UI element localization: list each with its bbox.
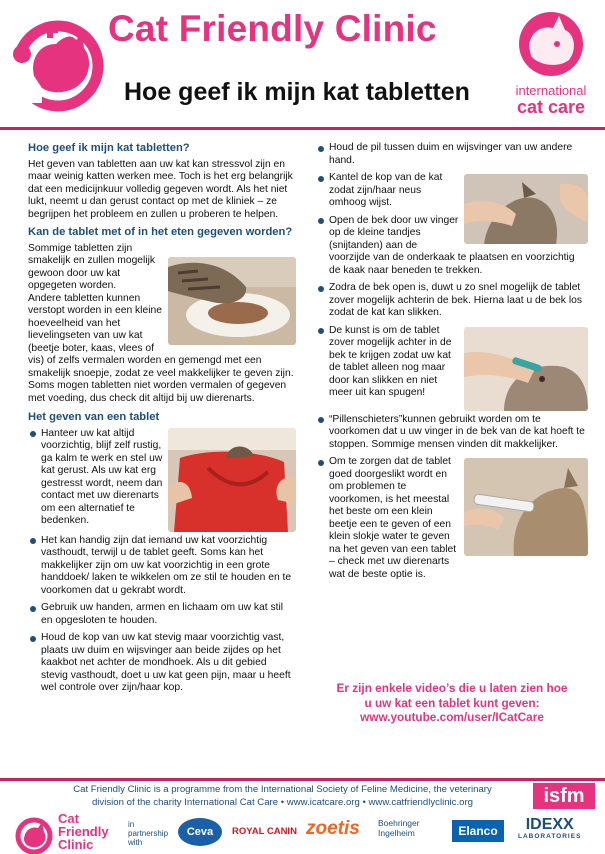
list-item bbox=[28, 602, 296, 627]
partnership-label: in partnership with bbox=[128, 820, 169, 847]
sponsor-elanco-logo bbox=[452, 820, 504, 842]
brand-title: Cat Friendly Clinic bbox=[108, 8, 437, 49]
bottom-divider bbox=[0, 778, 605, 781]
heading-giving-tablet: Het geven van een tablet bbox=[28, 411, 160, 423]
sponsor-boehringer-logo bbox=[378, 818, 440, 838]
food-paragraph-1-text: Sommige tabletten zijn smakelijk en zullen mogelijk gewoon door uw kat opgegeten worden. bbox=[28, 242, 156, 291]
icc-word-cat-care: cat care bbox=[516, 97, 586, 117]
right-bullet-1-text: Houd de pil tussen duim en wijsvinger van uw andere hand. bbox=[329, 142, 573, 166]
icc-cat-icon bbox=[509, 6, 593, 78]
list-item bbox=[28, 428, 296, 528]
list-item bbox=[316, 325, 588, 400]
youtube-link[interactable]: www.youtube.com/user/ICatCare bbox=[360, 710, 544, 724]
food-paragraph-2-text: Andere tabletten kunnen verstopt worden in een kleine hoeveelheid van het lievelingseten van uw kat (beetje boter, kaas, vlees of vis) of zelfs vermalen worden en gemengd met een smakelijk snoepje, zodat ze veel makkelijker te geven zijn. Soms mogen tabletten niet worden vermalen of gegeven met voeding, dus check dit altijd bij uw dierenarts. bbox=[28, 292, 294, 404]
video-callout bbox=[316, 681, 588, 725]
right-bullet-list bbox=[316, 142, 588, 581]
right-bullet-6-text: “Pillenschieters”kunnen gebruikt worden om te voorkomen dat u uw vinger in de bek van de kat hoeft te stoppen. Sommige mensen vinden dit makkelijker. bbox=[329, 413, 585, 450]
video-callout-line-2: u uw kat een tablet kunt geven: bbox=[364, 695, 540, 710]
isfm-logo: isfm bbox=[533, 783, 595, 809]
video-callout-line-1: Er zijn enkele video’s die u laten zien hoe bbox=[336, 681, 568, 695]
sponsor-ceva-logo bbox=[178, 818, 222, 846]
heading-with-food: Kan de tablet met of in het eten gegeven worden? bbox=[28, 226, 293, 238]
list-item bbox=[28, 632, 296, 695]
list-item bbox=[316, 172, 588, 210]
list-item bbox=[316, 456, 588, 581]
left-bullet-1-text: Hanteer uw kat altijd voorzichtig, blijf zelf rustig, ga kalm te werk en stel uw kat gerust. Als uw kat erg gestresst wordt, neem dan contact met uw dierenarts om een alternatief te bedenken. bbox=[41, 427, 163, 526]
top-divider bbox=[0, 127, 605, 130]
sponsor-idexx-subtext: LABORATORIES bbox=[518, 833, 582, 840]
left-bullet-4-text: Houd de kop van uw kat stevig maar voorzichtig vast, plaats uw duim en wijsvinger aan beide zijdes op het kaakbot net achter de mondhoek. Als u dit gebied stevig vasthoudt, doet u uw kat geen pijn, maar u heeft wel controle over zijn/haar kop. bbox=[41, 632, 291, 693]
left-bullet-list bbox=[28, 428, 296, 695]
sponsor-elanco-text: Elanco bbox=[458, 824, 498, 838]
sponsor-boehringer-text: Boehringer Ingelheim bbox=[378, 818, 420, 838]
right-bullet-5-text: De kunst is om de tablet zover mogelijk achter in de bek te krijgen zodat uw kat de tablet alleen nog maar door kan slikken en niet meer uit kan spugen! bbox=[329, 324, 452, 398]
right-bullet-7-text: Om te zorgen dat de tablet goed doorgeslikt wordt en om problemen te voorkomen, is het meestal het beste om een klein beetje een te geven of een klein slokje water te geven na het geven van een tablet – check met uw dierenarts wat de beste optie is. bbox=[329, 456, 457, 580]
sponsor-royal-canin-text: ROYAL CANIN bbox=[232, 826, 297, 837]
footer-credit bbox=[40, 784, 525, 809]
cfc-logo-word-2: Friendly bbox=[58, 824, 109, 839]
sponsor-idexx-text: IDEXX bbox=[525, 816, 574, 833]
right-bullet-3-text: Open de bek door uw vinger op de kleine tandjes (snijtanden) aan de voorzijde van de onderkaak te plaatsen en voorzichtig de kaak naar beneden te trekken. bbox=[329, 214, 575, 276]
icc-word-international: international bbox=[515, 83, 587, 98]
sponsor-zoetis-text: zoetis bbox=[306, 818, 360, 839]
document-title: Hoe geef ik mijn kat tabletten bbox=[124, 78, 470, 106]
right-bullet-2-text: Kantel de kop van de kat zodat zijn/haar neus omhoog wijst. bbox=[329, 172, 443, 208]
cfc-logo-word-3: Clinic bbox=[58, 837, 94, 852]
list-item bbox=[316, 414, 588, 452]
list-item bbox=[316, 142, 588, 167]
list-item bbox=[316, 215, 588, 278]
left-column bbox=[28, 142, 296, 700]
left-bullet-2-text: Het kan handig zijn dat iemand uw kat voorzichtig vasthoudt, terwijl u de tablet geeft. Soms kan het makkelijker zijn om uw kat voorzichtig in een grote handdoek/ laken te wikkelen om ze stil te houden en te voorkomen dat u gekrabt wordt. bbox=[41, 534, 292, 596]
footer-credit-line-2: division of the charity International Cat Care • www.icatcare.org • www.catfriendlyclinic.org bbox=[91, 796, 474, 808]
sponsor-logos bbox=[0, 812, 605, 854]
cfc-small-logo-icon bbox=[12, 814, 56, 854]
cfc-logo-word-1: Cat bbox=[58, 811, 79, 826]
sponsor-idexx-logo bbox=[518, 816, 581, 841]
cat-eating-photo bbox=[168, 257, 296, 345]
sponsor-ceva-text: Ceva bbox=[186, 826, 214, 838]
intro-paragraph: Het geven van tabletten aan uw kat kan stressvol zijn en maar weinig katten werken mee. Toch is het erg belangrijk dat een medicijnkuur volledig gegeven wordt. Als het niet lukt, neemt u dan gerust contact op met de kliniek – ze begrijpen het probleem en zullen u proberen te helpen. bbox=[28, 158, 293, 220]
pill-in-mouth-photo bbox=[464, 327, 588, 411]
list-item bbox=[28, 535, 296, 598]
list-item bbox=[316, 282, 588, 320]
sponsor-royal-canin-logo bbox=[232, 826, 297, 837]
international-cat-care-logo bbox=[509, 6, 593, 122]
right-bullet-4-text: Zodra de bek open is, duwt u zo snel mogelijk de tablet zover mogelijk achterin de bek. Hierna laat u de bek los zodat de kat kan slikken. bbox=[329, 282, 582, 318]
sponsor-zoetis-logo bbox=[306, 818, 360, 840]
cat-friendly-clinic-logo bbox=[12, 8, 104, 120]
heading-how-to-give: Hoe geef ik mijn kat tabletten? bbox=[28, 142, 190, 154]
left-bullet-3-text: Gebruik uw handen, armen en lichaam om uw kat stil en opgesloten te houden. bbox=[41, 602, 284, 626]
header bbox=[0, 0, 605, 125]
cat-in-towel-photo bbox=[168, 428, 296, 532]
cfc-small-logo-text bbox=[58, 812, 109, 851]
right-column bbox=[316, 142, 588, 586]
footer-credit-line-1: Cat Friendly Clinic is a programme from the International Society of Feline Medicine, the veterinary bbox=[73, 784, 492, 795]
food-paragraph-1 bbox=[28, 243, 296, 406]
cat-drinking-syringe-photo bbox=[464, 458, 588, 556]
